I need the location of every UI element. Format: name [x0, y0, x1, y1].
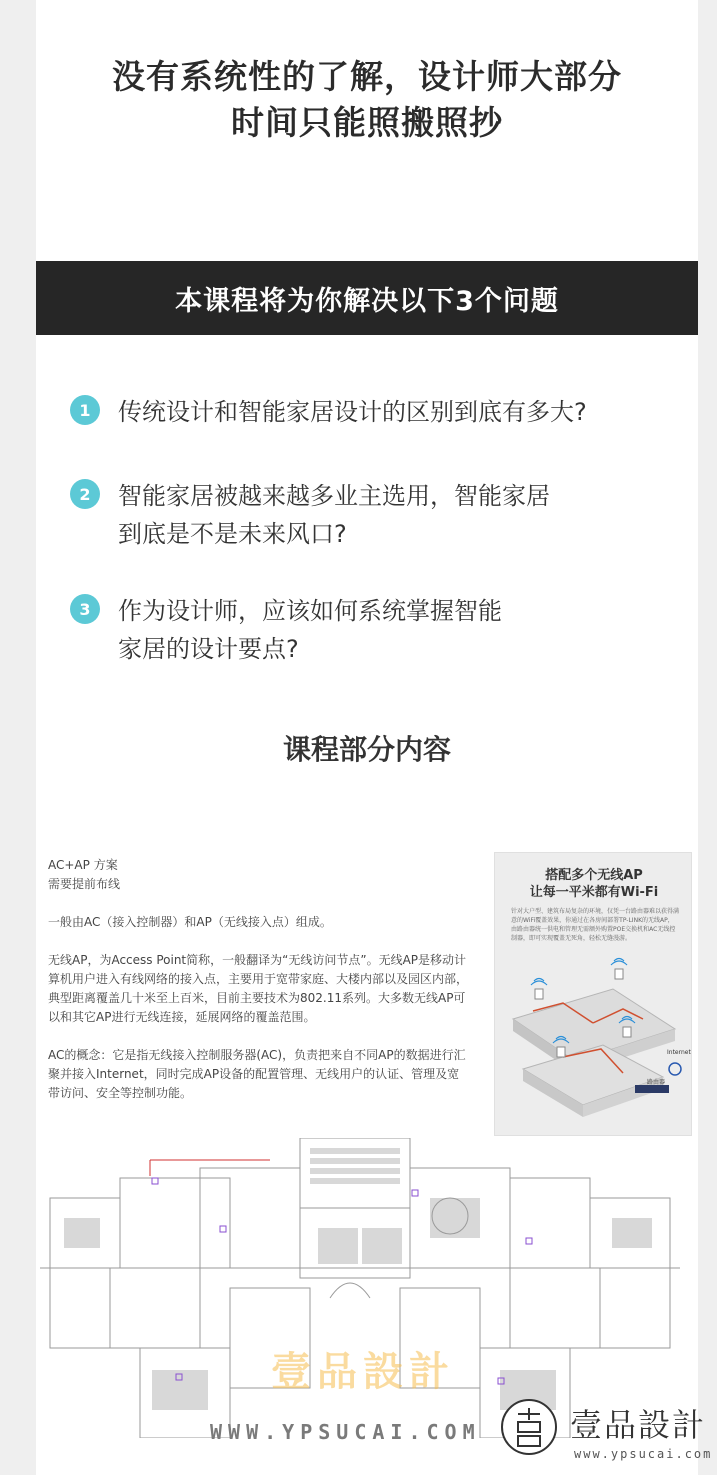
question-3-line-2: 家居的设计要点?	[118, 635, 299, 663]
house-network-illustration	[503, 949, 685, 1129]
watermark-brand: 壹品設計	[271, 1349, 455, 1395]
promo-title	[495, 867, 693, 901]
ac-ap-explanation	[48, 856, 468, 1103]
brand-url: www.ypsucai.com	[574, 1447, 713, 1461]
number-badge-2: 2	[70, 479, 100, 509]
question-2-line-1: 智能家居被越来越多业主选用，智能家居	[118, 482, 550, 510]
banner-text: 本课程将为你解决以下3个问题	[175, 285, 559, 317]
brand-name: 壹品設計	[570, 1406, 707, 1444]
page-right-margin	[698, 0, 717, 1475]
promo-description: 针对大户型、建筑布局复杂的环境，仅凭一台路由器难以获得满意的WiFi覆盖效果，你通过在各房间部署TP-LINK的无线AP，由路由器统一供电和管理无需额外购置POE交换机和AC无线控制器，即可实现覆盖无死角，轻松无缝漫游。	[511, 908, 680, 942]
promo-label-internet: Internet	[667, 1049, 691, 1056]
headline-line-1: 没有系统性的了解，设计师大部分	[112, 57, 622, 96]
question-1-line-1: 传统设计和智能家居设计的区别到底有多大?	[118, 398, 587, 426]
question-3-line-1: 作为设计师，应该如何系统掌握智能	[118, 597, 502, 625]
wifi-ap-promo-card	[494, 852, 692, 1136]
problem-banner	[36, 261, 698, 335]
content-intro: 一般由AC（接入控制器）和AP（无线接入点）组成。	[48, 915, 332, 929]
content-heading-2: 需要提前布线	[48, 877, 121, 891]
section-title: 课程部分内容	[282, 733, 451, 766]
page-left-margin	[0, 0, 36, 1475]
question-text-1	[118, 393, 658, 431]
promo-title-line-2: 让每一平米都有Wi-Fi	[529, 885, 659, 900]
question-text-3	[118, 592, 658, 668]
question-2-line-2: 到底是不是未来风口?	[118, 520, 347, 548]
content-heading-1: AC+AP 方案	[48, 858, 118, 872]
brand-logo-icon	[500, 1398, 558, 1456]
page-headline	[36, 54, 698, 146]
number-badge-3: 3	[70, 594, 100, 624]
footer-website: WWW.YPSUCAI.COM	[210, 1420, 481, 1444]
promo-label-router: 路由器	[647, 1079, 666, 1086]
content-ap-paragraph: 无线AP，为Access Point简称，一般翻译为“无线访问节点”。无线AP是移动计算机用户进入有线网络的接入点，主要用于宽带家庭、大楼内部以及园区内部，典型距离覆盖几十米至上百米，目前主要技术为802.11系列。大多数无线AP可以和其它AP进行无线连接，延展网络的覆盖范围。	[48, 953, 469, 1024]
question-text-2	[118, 477, 658, 553]
headline-line-2: 时间只能照搬照抄	[231, 103, 503, 142]
content-ac-paragraph: AC的概念：它是指无线接入控制服务器(AC)，负责把来自不同AP的数据进行汇聚并接入Internet，同时完成AP设备的配置管理、无线用户的认证、管理及宽带访问、安全等控制功能。	[48, 1048, 466, 1100]
promo-title-line-1: 搭配多个无线AP	[545, 868, 643, 883]
number-badge-1: 1	[70, 395, 100, 425]
